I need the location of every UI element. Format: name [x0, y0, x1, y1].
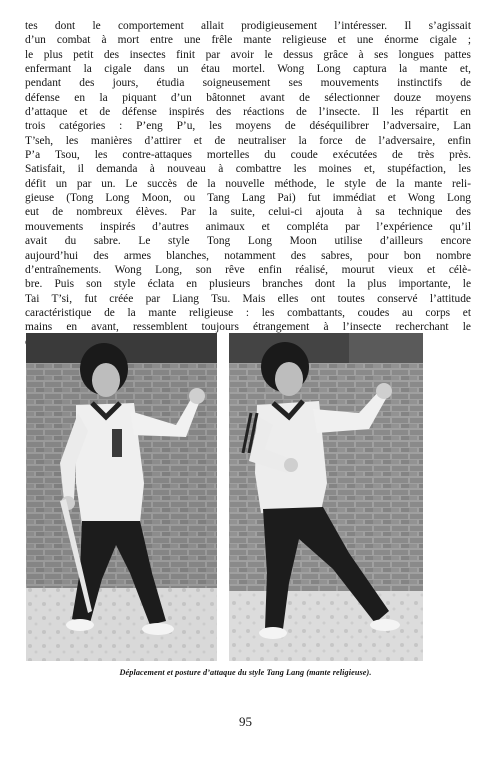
text-line: défense en la piquant d’un bâtonnet avant de sélectionner douze moyens	[25, 91, 471, 104]
photo-left	[26, 333, 217, 661]
text-line: avait du sabre. Le style Tong Long Moon utilise d’ailleurs encore	[25, 235, 471, 248]
text-line: gieuse (Tong Long Moon, ou Tang Lang Pai) fut immédiat et Wong Long	[25, 192, 471, 205]
text-line: eut de nombreux élèves. Par la suite, celui-ci ajouta à sa technique des	[25, 206, 471, 219]
text-line: d’attaque et de défense inspirés des réactions de l’insecte. Il les répartit en	[25, 106, 471, 119]
figure-caption: Déplacement et posture d’attaque du style Tang Lang (mante religieuse).	[119, 668, 372, 677]
body-text	[25, 19, 471, 349]
text-line: mains en avant, ressemblent toujours étrangement à l’insecte recherchant le	[25, 321, 471, 334]
text-line: Satisfait, il demanda à nouveau à combattre les moines et, stupéfaction, les	[25, 163, 471, 176]
text-line: caractéristique de la mante religieuse : les combattants, coudes au corps et	[25, 306, 471, 319]
text-line: trois catégories : P’eng P’u, les moyens de déséquilibrer l’adversaire, Lan	[25, 120, 471, 133]
text-line: enfermant la cigale dans un étau mortel. Wong Long captura la mante et,	[25, 63, 471, 76]
text-line: défit un par un. Le succès de la nouvelle méthode, le style de la mante reli-	[25, 177, 471, 190]
text-line: Tai T’si, fut créée par Liang Tsu. Mais elles ont toutes conservé l’attitude	[25, 292, 471, 305]
text-line: T’seh, les manières d’attirer et de neutraliser la force de l’adversaire, enfin	[25, 134, 471, 147]
photo-right	[229, 333, 423, 661]
text-line: tes dont le comportement allait prodigieusement l’intéresser. Il s’agissait	[25, 20, 471, 32]
text-line: pendant des jours, étudia soigneusement ses mouvements instinctifs de	[25, 77, 471, 90]
text-line: aujourd’hui des armes blanches, notamment des sabres, pour bon nombre	[25, 249, 471, 262]
text-line: d’un combat à mort entre une frêle mante religieuse et une énorme cigale ;	[25, 34, 471, 47]
text-line: bre. Puis son style éclata en plusieurs branches dont la plus importante, le	[25, 278, 471, 291]
page-number: 95	[239, 714, 252, 729]
text-line: le plus petit des insectes finit par avoir le dessus grâce à ses longues pattes	[25, 48, 471, 61]
text-line: mouvements inspirés d’autres animaux et compléta par l’expérience qu’il	[25, 220, 471, 233]
text-line: P’a Tsou, les contre-attaques mortelles du coude exécutées de très près.	[25, 149, 471, 162]
text-line: d’entraînements. Wong Long, son rêve enfin réalisé, mourut vieux et célè-	[25, 263, 471, 276]
